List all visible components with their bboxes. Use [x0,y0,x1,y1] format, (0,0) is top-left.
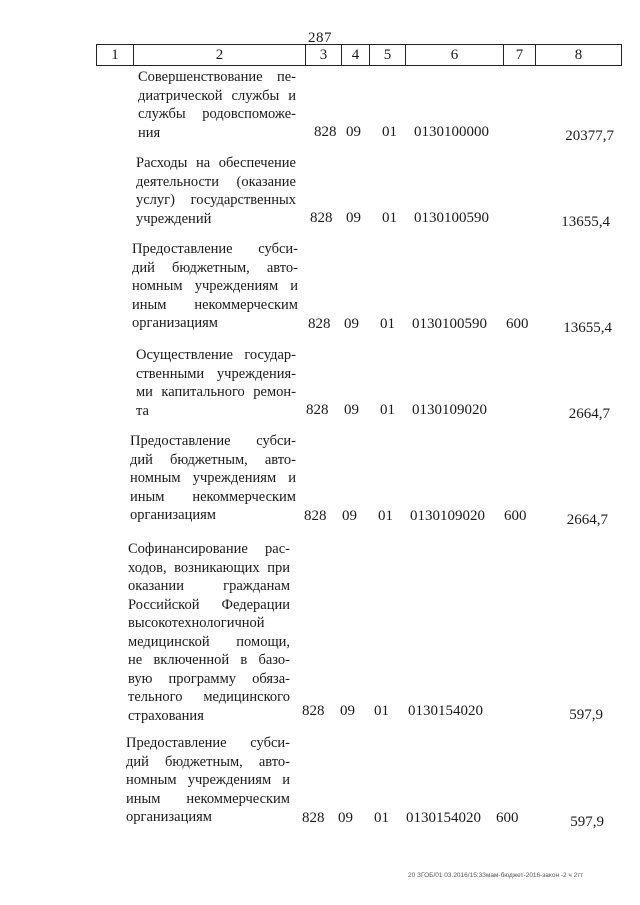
subsection-code: 01 [380,316,395,332]
ministry-code: 828 [306,402,329,418]
ministry-code: 828 [314,124,337,140]
entry-description [126,734,290,827]
description-line: дий бюджетным, авто- [126,753,290,770]
entry-description [138,68,296,142]
description-line: диатрической службы и [138,87,296,104]
section-code: 09 [338,810,353,826]
entry-description [130,432,296,525]
description-line: оказании гражданам [128,578,290,594]
description-line: номным учреждениям и [126,772,290,788]
ministry-code: 828 [310,210,333,226]
description-line: деятельности (оказание [136,173,296,190]
description-line: Расходы на обеспечение [136,155,296,171]
column-header-8: 8 [536,44,622,66]
ministry-code: 828 [304,508,327,524]
description-line: ходов, возникающих при [128,559,290,576]
description-line: Российской Федерации [128,596,290,613]
subsection-code: 01 [374,703,389,719]
description-line: учреждений [136,210,212,227]
ministry-code: 828 [302,703,325,719]
column-header-2: 2 [134,44,306,66]
description-line: организациям [130,507,216,523]
target-article-code: 0130109020 [410,508,485,524]
ministry-code: 828 [308,316,331,332]
description-line: номным учреждениям и [130,470,296,486]
description-line: Осуществление государ- [136,347,296,363]
column-header-3: 3 [306,44,342,66]
description-line: Софинансирование рас- [128,541,290,557]
amount: 2664,7 [566,512,608,528]
expense-type-code: 600 [504,508,527,524]
subsection-code: 01 [382,210,397,226]
entry-description [128,540,290,725]
description-line: службы родовспоможе- [138,106,296,122]
column-header-1: 1 [96,44,134,66]
section-code: 09 [344,402,359,418]
section-code: 09 [340,703,355,719]
amount: 20377,7 [565,128,614,144]
entry-description [136,346,296,420]
target-article-code: 0130154020 [406,810,481,826]
description-line: ственными учреждения- [136,365,296,382]
page-number: 287 [308,30,332,46]
amount: 2664,7 [568,406,610,422]
description-line: страхования [128,707,204,724]
description-line: Предоставление субси- [126,735,290,751]
column-header-6: 6 [406,44,504,66]
description-line: номным учреждениям и [132,278,298,294]
amount: 13655,4 [561,214,610,230]
subsection-code: 01 [382,124,397,140]
description-line: не включенной в базо- [128,652,290,668]
expense-type-code: 600 [506,316,529,332]
description-line: ми капитального ремон- [136,384,296,400]
section-code: 09 [346,124,361,140]
expense-type-code: 600 [496,810,519,826]
description-line: иным некоммерческим [126,790,290,807]
description-line: организациям [132,315,218,331]
description-line: Предоставление субси- [130,433,296,449]
description-line: ния [138,124,161,141]
column-header-5: 5 [370,44,406,66]
section-code: 09 [342,508,357,524]
description-line: дий бюджетным, авто- [132,259,298,276]
subsection-code: 01 [380,402,395,418]
amount: 13655,4 [563,320,612,336]
column-header-7: 7 [504,44,536,66]
description-line: иным некоммерческим [130,488,296,505]
description-line: Предоставление субси- [132,241,298,257]
section-code: 09 [346,210,361,226]
amount: 597,9 [569,707,603,723]
amount: 597,9 [570,814,604,830]
description-line: услуг) государственных [136,192,296,208]
subsection-code: 01 [374,810,389,826]
target-article-code: 0130109020 [412,402,487,418]
footer-reference: 20 ЗГОБ/01 03.2016/15:33мам-бюджет-2016-закон -2 ч 2тт [408,872,584,879]
description-line: дий бюджетным, авто- [130,451,296,468]
target-article-code: 0130100590 [414,210,489,226]
description-line: иным некоммерческим [132,296,298,313]
entry-description [132,240,298,333]
section-code: 09 [344,316,359,332]
target-article-code: 0130100000 [414,124,489,140]
description-line: тельного медицинского [128,689,290,705]
ministry-code: 828 [302,810,325,826]
description-line: медицинской помощи, [128,633,290,650]
description-line: та [136,402,149,419]
description-line: вую программу обяза- [128,670,290,687]
target-article-code: 0130154020 [408,703,483,719]
description-line: организациям [126,809,212,825]
subsection-code: 01 [378,508,393,524]
target-article-code: 0130100590 [412,316,487,332]
description-line: высокотехнологичной [128,615,265,631]
column-header-4: 4 [342,44,370,66]
description-line: Совершенствование пе- [138,69,296,85]
entry-description [136,154,296,228]
